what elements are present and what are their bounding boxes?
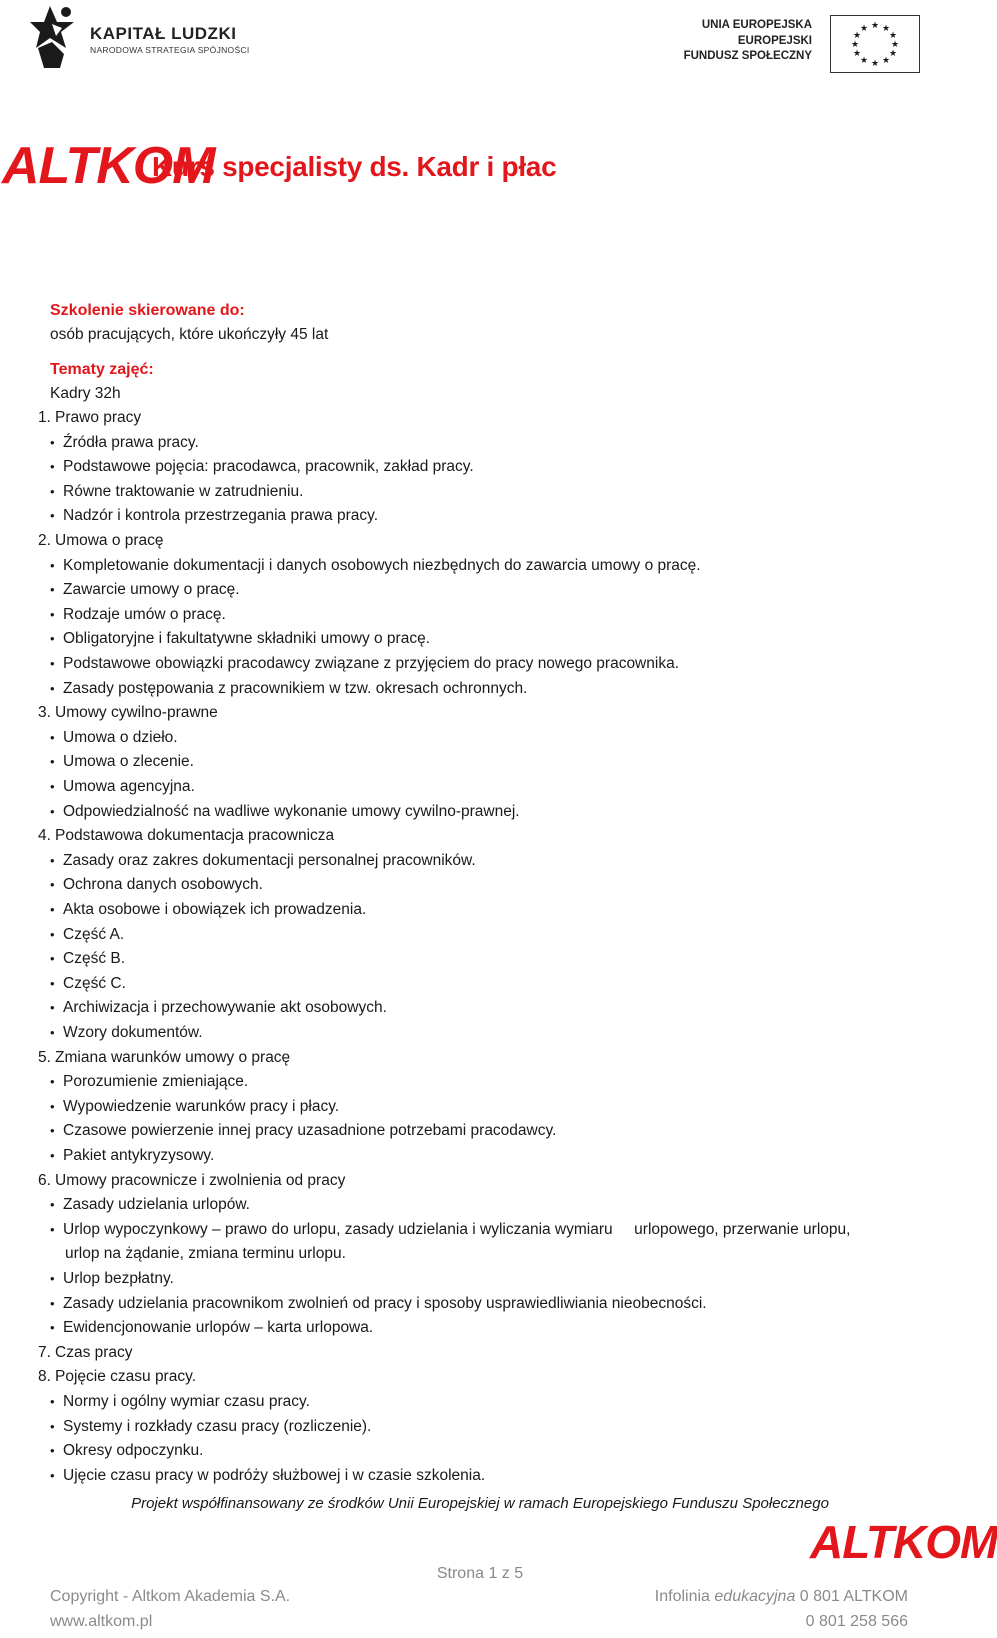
infolinia-italic: edukacyjna [714, 1588, 796, 1605]
bullet-icon: • [50, 975, 55, 991]
footer-project-note: Projekt współfinansowany ze środków Unii Europejskiej w ramach Europejskiego Funduszu Społecznego [131, 1495, 829, 1512]
svg-text:★: ★ [890, 40, 900, 50]
topic-text: urlop na żądanie, zmiana terminu urlopu. [65, 1245, 346, 1263]
topic-text: Podstawowe pojęcia: pracodawca, pracownik, zakład pracy. [63, 458, 474, 476]
page-number: Strona 1 z 5 [436, 1565, 524, 1582]
kapital-ludzki-title: KAPITAŁ LUDZKI [90, 24, 237, 43]
topic-text: Wypowiedzenie warunków pracy i płacy. [63, 1097, 340, 1115]
topic-text: Umowa agencyjna. [63, 778, 195, 795]
topic-text: Ujęcie czasu pracy w podróży służbowej i w czasie szkolenia. [63, 1466, 486, 1484]
topic-bullet [50, 1292, 707, 1316]
section-number: 1. [38, 409, 51, 426]
topic-text: Zasady udzielania urlopów. [63, 1196, 250, 1214]
kapital-ludzki-logo [30, 2, 290, 72]
bullet-icon: • [50, 1000, 55, 1016]
footer-copyright: Copyright - Altkom Akademia S.A. [50, 1588, 291, 1605]
topic-bullet [50, 627, 430, 651]
bullet-icon: • [50, 1271, 55, 1286]
footer-phone: 0 801 258 566 [805, 1613, 908, 1630]
bullet-icon: • [50, 582, 55, 598]
section-number: 4. [38, 827, 51, 845]
topic-text: Systemy i rozkłady czasu pracy (rozliczenie). [63, 1417, 372, 1435]
topic-text: Zawarcie umowy o pracę. [63, 581, 240, 599]
topic-bullet [50, 1193, 250, 1217]
topic-section [38, 824, 334, 848]
topic-bullet [50, 1390, 310, 1414]
topic-text: Część B. [63, 950, 126, 968]
topic-text: Umowa o zlecenie. [63, 753, 194, 771]
eu-line-3: FUNDUSZ SPOŁECZNY [683, 50, 812, 62]
footer-altkom-logo: ALTKOM [810, 1516, 997, 1568]
topics-heading: Tematy zajęć: [50, 361, 154, 378]
svg-text:★: ★ [881, 56, 891, 66]
svg-text:★: ★ [888, 49, 898, 59]
bullet-icon: • [50, 1025, 55, 1040]
footer-infolinia [655, 1588, 908, 1606]
topic-text: Urlop wypoczynkowy – prawo do urlopu, zasady udzielania i wyliczania wymiaru urlopowego, przerwanie urlopu, [63, 1220, 851, 1238]
topic-text: Akta osobowe i obowiązek ich prowadzenia. [63, 901, 367, 918]
topic-bullet [50, 1218, 850, 1242]
topic-text: Ewidencjonowanie urlopów – karta urlopowa. [63, 1319, 374, 1337]
topic-bullet [50, 923, 124, 947]
topic-bullet [50, 873, 263, 897]
bullet-icon: • [50, 1418, 55, 1434]
topic-bullet [50, 578, 240, 602]
bullet-icon: • [50, 877, 55, 893]
topic-bullet [50, 775, 195, 799]
bullet-icon: • [50, 1394, 55, 1409]
topic-text: Umowy cywilno-prawne [55, 704, 218, 722]
eu-logo [680, 15, 920, 75]
topic-text: Źródła prawa pracy. [63, 433, 199, 451]
bullet-icon: • [50, 557, 55, 573]
bullet-icon: • [50, 1123, 55, 1139]
topic-section [38, 701, 218, 725]
topic-text: Obligatoryjne i fakultatywne składniki umowy o pracę. [63, 630, 431, 648]
bullet-icon: • [50, 1295, 55, 1311]
section-number: 2. [38, 532, 51, 549]
bullet-icon: • [50, 656, 55, 671]
topics-subheading: Kadry 32h [50, 385, 121, 402]
topic-continuation [65, 1242, 346, 1266]
bullet-icon: • [50, 926, 55, 942]
topic-bullet [50, 480, 303, 504]
section-number: 3. [38, 704, 51, 722]
altkom-logo: ALTKOM [2, 137, 215, 195]
topic-text: Zasady postępowania z pracownikiem w tzw. okresach ochronnych. [63, 679, 528, 697]
topic-section [38, 1046, 290, 1070]
svg-text:★: ★ [852, 49, 862, 59]
topic-text: Podstawowa dokumentacja pracownicza [55, 827, 335, 845]
topic-section [38, 529, 164, 553]
topic-text: Część A. [63, 925, 125, 943]
eu-line-2: EUROPEJSKI [737, 35, 812, 47]
kapital-ludzki-subtitle: NARODOWA STRATEGIA SPÓJNOŚCI [90, 45, 250, 55]
topic-text: Porozumienie zmieniające. [63, 1073, 249, 1091]
topic-bullet [50, 1021, 203, 1045]
topic-bullet [50, 431, 199, 455]
topic-text: Umowy pracownicze i zwolnienia od pracy [55, 1171, 346, 1189]
bullet-icon: • [50, 1443, 55, 1459]
topic-text: Zmiana warunków umowy o pracę [55, 1048, 291, 1066]
bullet-icon: • [50, 483, 55, 499]
section-number: 7. [38, 1343, 51, 1361]
topic-text: Czasowe powierzenie innej pracy uzasadnione potrzebami pracodawcy. [63, 1122, 557, 1140]
topic-bullet [50, 898, 366, 922]
bullet-icon: • [50, 508, 55, 524]
topic-bullet [50, 800, 520, 824]
topic-section [38, 1341, 133, 1365]
topic-text: Prawo pracy [55, 409, 142, 426]
infolinia-label: Infolinia [654, 1588, 710, 1605]
bullet-icon: • [50, 680, 55, 696]
topic-section [38, 1365, 196, 1389]
bullet-icon: • [50, 951, 55, 967]
bullet-icon: • [50, 1197, 55, 1213]
topic-bullet [50, 554, 701, 578]
svg-text:★: ★ [850, 40, 860, 50]
svg-text:★: ★ [881, 24, 891, 34]
topic-bullet [50, 726, 178, 750]
page-title: Kurs specjalisty ds. Kadr i płac [152, 151, 557, 182]
bullet-icon: • [50, 1098, 55, 1114]
topic-text: Rodzaje umów o pracę. [63, 605, 226, 623]
bullet-icon: • [50, 754, 55, 770]
bullet-icon: • [50, 1320, 55, 1336]
bullet-icon: • [50, 779, 55, 794]
topic-bullet [50, 504, 378, 528]
topic-text: Normy i ogólny wymiar czasu pracy. [63, 1393, 310, 1410]
topic-text: Umowa o dzieło. [63, 728, 178, 746]
topic-bullet [50, 849, 476, 873]
section-number: 8. [38, 1368, 51, 1386]
section-number: 6. [38, 1171, 51, 1189]
bullet-icon: • [50, 902, 55, 917]
bullet-icon: • [50, 1221, 55, 1237]
topic-text: Pakiet antykryzysowy. [63, 1147, 215, 1164]
topic-bullet [50, 1316, 373, 1340]
infolinia-number: 0 801 ALTKOM [799, 1588, 908, 1605]
bullet-icon: • [50, 803, 55, 819]
topic-text: Odpowiedzialność na wadliwe wykonanie umowy cywilno-prawnej. [63, 802, 520, 820]
svg-text:★: ★ [852, 31, 862, 41]
eu-flag-icon [830, 15, 920, 73]
bullet-icon: • [50, 606, 55, 622]
footer-website: www.altkom.pl [50, 1613, 153, 1630]
topic-bullet [50, 1464, 485, 1488]
topic-text: Nadzór i kontrola przestrzegania prawa pracy. [63, 507, 379, 525]
svg-text:★: ★ [870, 21, 880, 31]
topic-bullet [50, 603, 226, 627]
topic-text: Archiwizacja i przechowywanie akt osobowych. [63, 999, 387, 1017]
svg-text:★: ★ [888, 31, 898, 41]
bullet-icon: • [50, 1148, 55, 1163]
bullet-icon: • [50, 1074, 55, 1090]
bullet-icon: • [50, 729, 55, 745]
topic-text: Czas pracy [55, 1343, 133, 1361]
topic-bullet [50, 652, 679, 676]
topic-bullet [50, 1415, 371, 1439]
topic-text: Ochrona danych osobowych. [63, 876, 263, 894]
topic-bullet [50, 1267, 174, 1291]
topic-bullet [50, 455, 474, 479]
section-number: 5. [38, 1048, 51, 1066]
svg-text:★: ★ [859, 56, 869, 66]
topic-text: Część C. [63, 974, 126, 992]
topic-text: Zasady udzielania pracownikom zwolnień od pracy i sposoby usprawiedliwiania nieobecności. [63, 1294, 707, 1312]
bullet-icon: • [50, 631, 55, 647]
topic-text: Umowa o pracę [55, 532, 164, 549]
svg-text:★: ★ [870, 59, 880, 69]
topic-bullet [50, 1070, 248, 1094]
topic-bullet [50, 750, 194, 774]
star-figure-icon [30, 2, 78, 68]
topic-section [38, 406, 141, 430]
topic-section [38, 1169, 345, 1193]
topic-bullet [50, 1119, 556, 1143]
topic-text: Zasady oraz zakres dokumentacji personalnej pracowników. [63, 851, 476, 869]
topic-bullet [50, 972, 126, 996]
topic-bullet [50, 947, 125, 971]
topic-text: Okresy odpoczynku. [63, 1442, 204, 1460]
topic-text: Podstawowe obowiązki pracodawcy związane z przyjęciem do pracy nowego pracownika. [63, 655, 679, 672]
topic-text: Urlop bezpłatny. [63, 1270, 174, 1287]
topic-bullet [50, 677, 527, 701]
audience-heading: Szkolenie skierowane do: [50, 302, 245, 319]
bullet-icon: • [50, 434, 55, 450]
topic-bullet [50, 1144, 214, 1168]
svg-text:★: ★ [859, 24, 869, 34]
topic-text: Kompletowanie dokumentacji i danych osobowych niezbędnych do zawarcia umowy o pracę. [63, 556, 701, 574]
topic-text: Wzory dokumentów. [63, 1024, 203, 1041]
topic-bullet [50, 1095, 339, 1119]
bullet-icon: • [50, 852, 55, 868]
bullet-icon: • [50, 1467, 55, 1483]
topic-bullet [50, 996, 387, 1020]
topic-text: Równe traktowanie w zatrudnieniu. [63, 482, 304, 500]
topic-text: Pojęcie czasu pracy. [55, 1368, 196, 1386]
bullet-icon: • [50, 459, 55, 475]
topic-bullet [50, 1439, 203, 1463]
audience-text: osób pracujących, które ukończyły 45 lat [50, 326, 329, 343]
eu-line-1: UNIA EUROPEJSKA [701, 19, 812, 31]
